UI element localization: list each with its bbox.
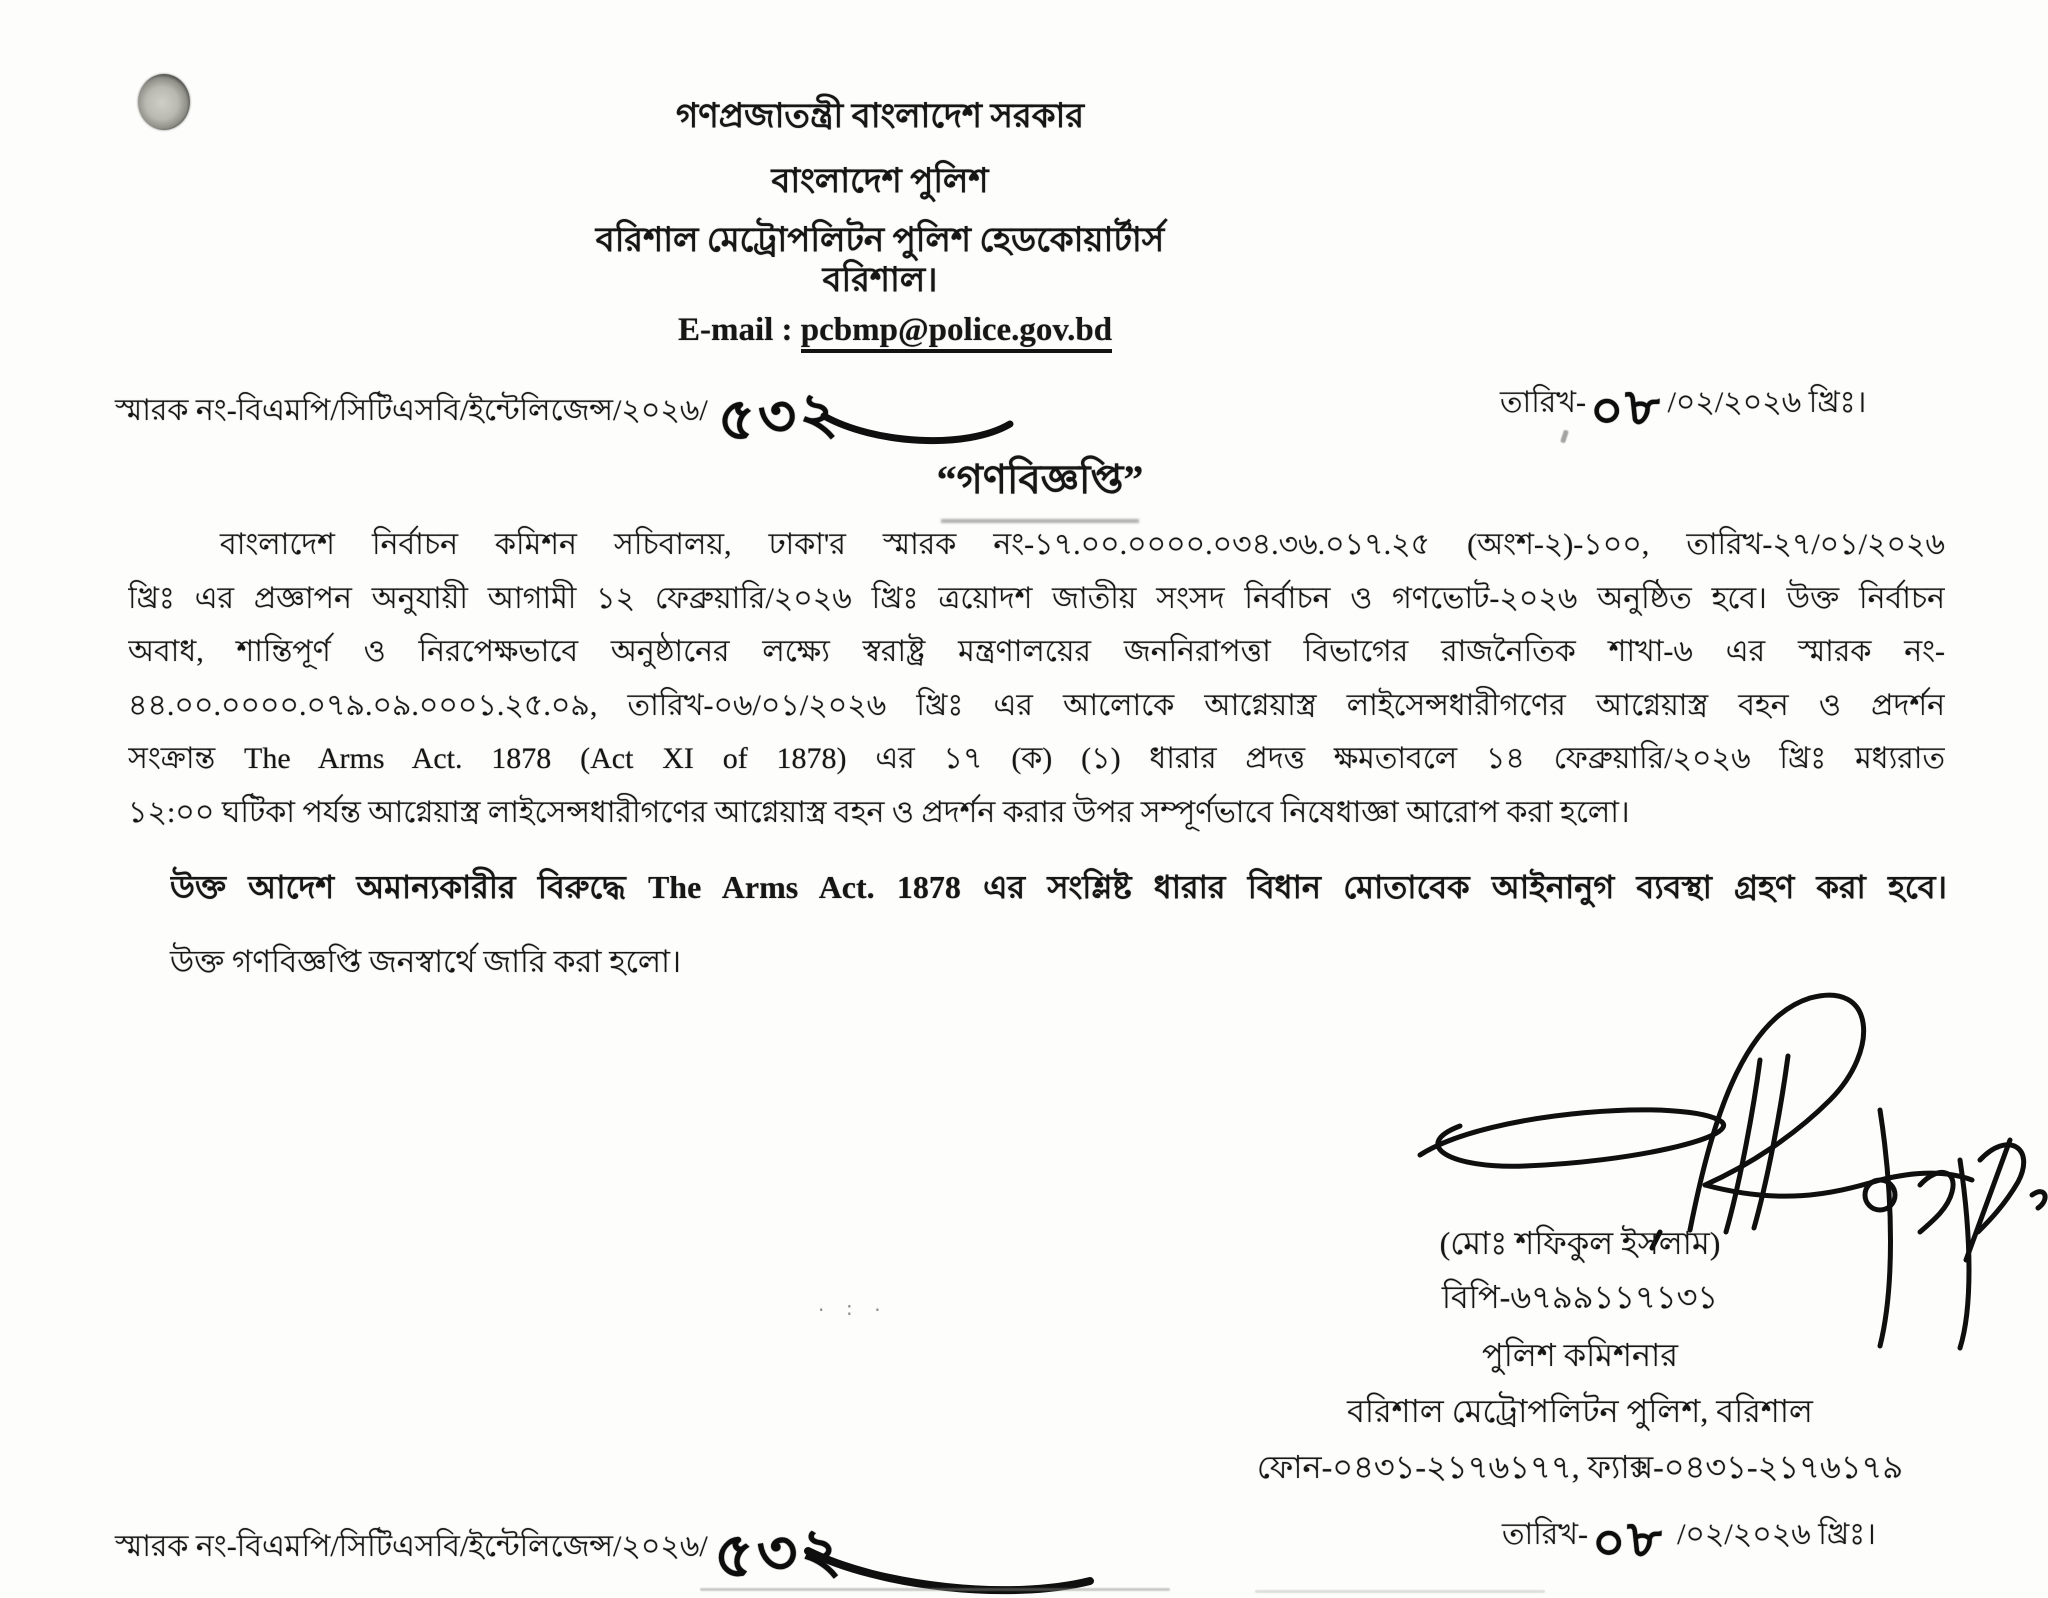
email-label: E-mail : (677, 312, 801, 348)
email-line (0, 312, 1790, 349)
header-hq-line: বরিশাল মেট্রোপলিটন পুলিশ হেডকোয়ার্টার্স (595, 222, 1165, 259)
date-rest: /০২/২০২৬ খ্রিঃ। (1667, 386, 1867, 419)
signatory-organization: বরিশাল মেট্রোপলিটন পুলিশ, বরিশাল (1347, 1393, 1813, 1429)
body-line-2: খ্রিঃ এর প্রজ্ঞাপন অনুযায়ী আগামী ১২ ফেব্রুয়ারি/২০২৬ খ্রিঃ ত্রয়োদশ জাতীয় সংসদ নির্বাচন ও গণভোট-২০২৬ অনুষ্ঠিত হবে। উক্ত নির্বাচন (128, 581, 1945, 615)
scan-artifact-line (1255, 1590, 1545, 1593)
scan-artifact-dots: · ∶ · (818, 1298, 889, 1322)
signatory-phone-fax: ফোন-০৪৩১-২১৭৬১৭৭, ফ্যাক্স-০৪৩১-২১৭৬১৭৯ (1256, 1449, 1904, 1485)
body-line-4: ৪৪.০০.০০০০.০৭৯.০৯.০০০১.২৫.০৯, তারিখ-০৬/০১/২০২৬ খ্রিঃ এর আলোকে আগ্নেয়াস্ত্র লাইসেন্সধারীগণের আগ্নেয়াস্ত্র বহন ও প্রদর্শন (128, 688, 1945, 722)
scan-artifact-line (700, 1588, 1170, 1591)
date-day-handwritten: ০৮ (1586, 375, 1667, 443)
notice-title (140, 448, 1940, 515)
header-police-line: বাংলাদেশ পুলিশ (771, 163, 989, 200)
date-rest: /০২/২০২৬ খ্রিঃ। (1669, 1518, 1876, 1551)
header-government-line: গণপ্রজাতন্ত্রী বাংলাদেশ সরকার (675, 98, 1085, 135)
date-label: তারিখ- (1500, 386, 1586, 419)
memo-number-label: স্মারক নং-বিএমপি/সিটিএসবি/ইন্টেলিজেন্স/২০২৬/ (115, 394, 708, 427)
notice-title-text: “গণবিজ্ঞপ্তি” (937, 448, 1144, 515)
body-line-3: অবাধ, শান্তিপূর্ণ ও নিরপেক্ষভাবে অনুষ্ঠানের লক্ষ্যে স্বরাষ্ট্র মন্ত্রণালয়ের জননিরাপত্তা বিভাগের রাজনৈতিক শাখা-৬ এর স্মারক নং- (128, 635, 1945, 668)
memo-number-handwritten: ৫৩২ (711, 1512, 846, 1593)
body-line-1: বাংলাদেশ নির্বাচন কমিশন সচিবালয়, ঢাকা'র স্মারক নং-১৭.০০.০০০০.০৩৪.৩৬.০১৭.২৫ (অংশ-২)-১০০, তারিখ-২৭/০১/২০২৬ (220, 528, 1945, 561)
memo-number-handwritten: ৫৩২ (715, 377, 842, 455)
header-city-line: বরিশাল। (822, 262, 938, 299)
memo-number-label: স্মারক নং-বিএমপি/সিটিএসবি/ইন্টেলিজেন্স/২০২৬/ (115, 1530, 708, 1563)
date-label: তারিখ- (1502, 1518, 1588, 1551)
body-line-6: ১২:০০ ঘটিকা পর্যন্ত আগ্নেয়াস্ত্র লাইসেন্সধারীগণের আগ্নেয়াস্ত্র বহন ও প্রদর্শন করার উপর সম্পূর্ণভাবে নিষেধাজ্ঞা আরোপ করা হলো। (128, 795, 1630, 829)
memo-bottom-number (115, 1506, 844, 1598)
body-paragraph-1 (128, 518, 1945, 839)
email-address: pcbmp@police.gov.bd (801, 312, 1112, 353)
date-day-handwritten: ০৮ (1588, 1507, 1669, 1575)
memo-top-date (1500, 368, 1866, 455)
memo-bottom-date (1502, 1500, 1876, 1587)
body-line-5: সংক্রান্ত The Arms Act. 1878 (Act XI of 1878) এর ১৭ (ক) (১) ধারার প্রদত্ত ক্ষমতাবলে ১৪ ফেব্রুয়ারি/২০২৬ খ্রিঃ মধ্যরাত (128, 742, 1945, 775)
signatory-designation: পুলিশ কমিশনার (1482, 1337, 1678, 1373)
signatory-name: (মোঃ শফিকুল ইসলাম) (1439, 1225, 1721, 1261)
signatory-bp-number: বিপি-৬৭৯৯১১৭১৩১ (1441, 1279, 1719, 1315)
body-paragraph-2: উক্ত আদেশ অমান্যকারীর বিরুদ্ধে The Arms Act. 1878 এর সংশ্লিষ্ট ধারার বিধান মোতাবেক আইনানুগ ব্যবস্থা গ্রহণ করা হবে। (170, 869, 1947, 905)
body-paragraph-3: উক্ত গণবিজ্ঞপ্তি জনস্বার্থে জারি করা হলো। (170, 944, 682, 979)
